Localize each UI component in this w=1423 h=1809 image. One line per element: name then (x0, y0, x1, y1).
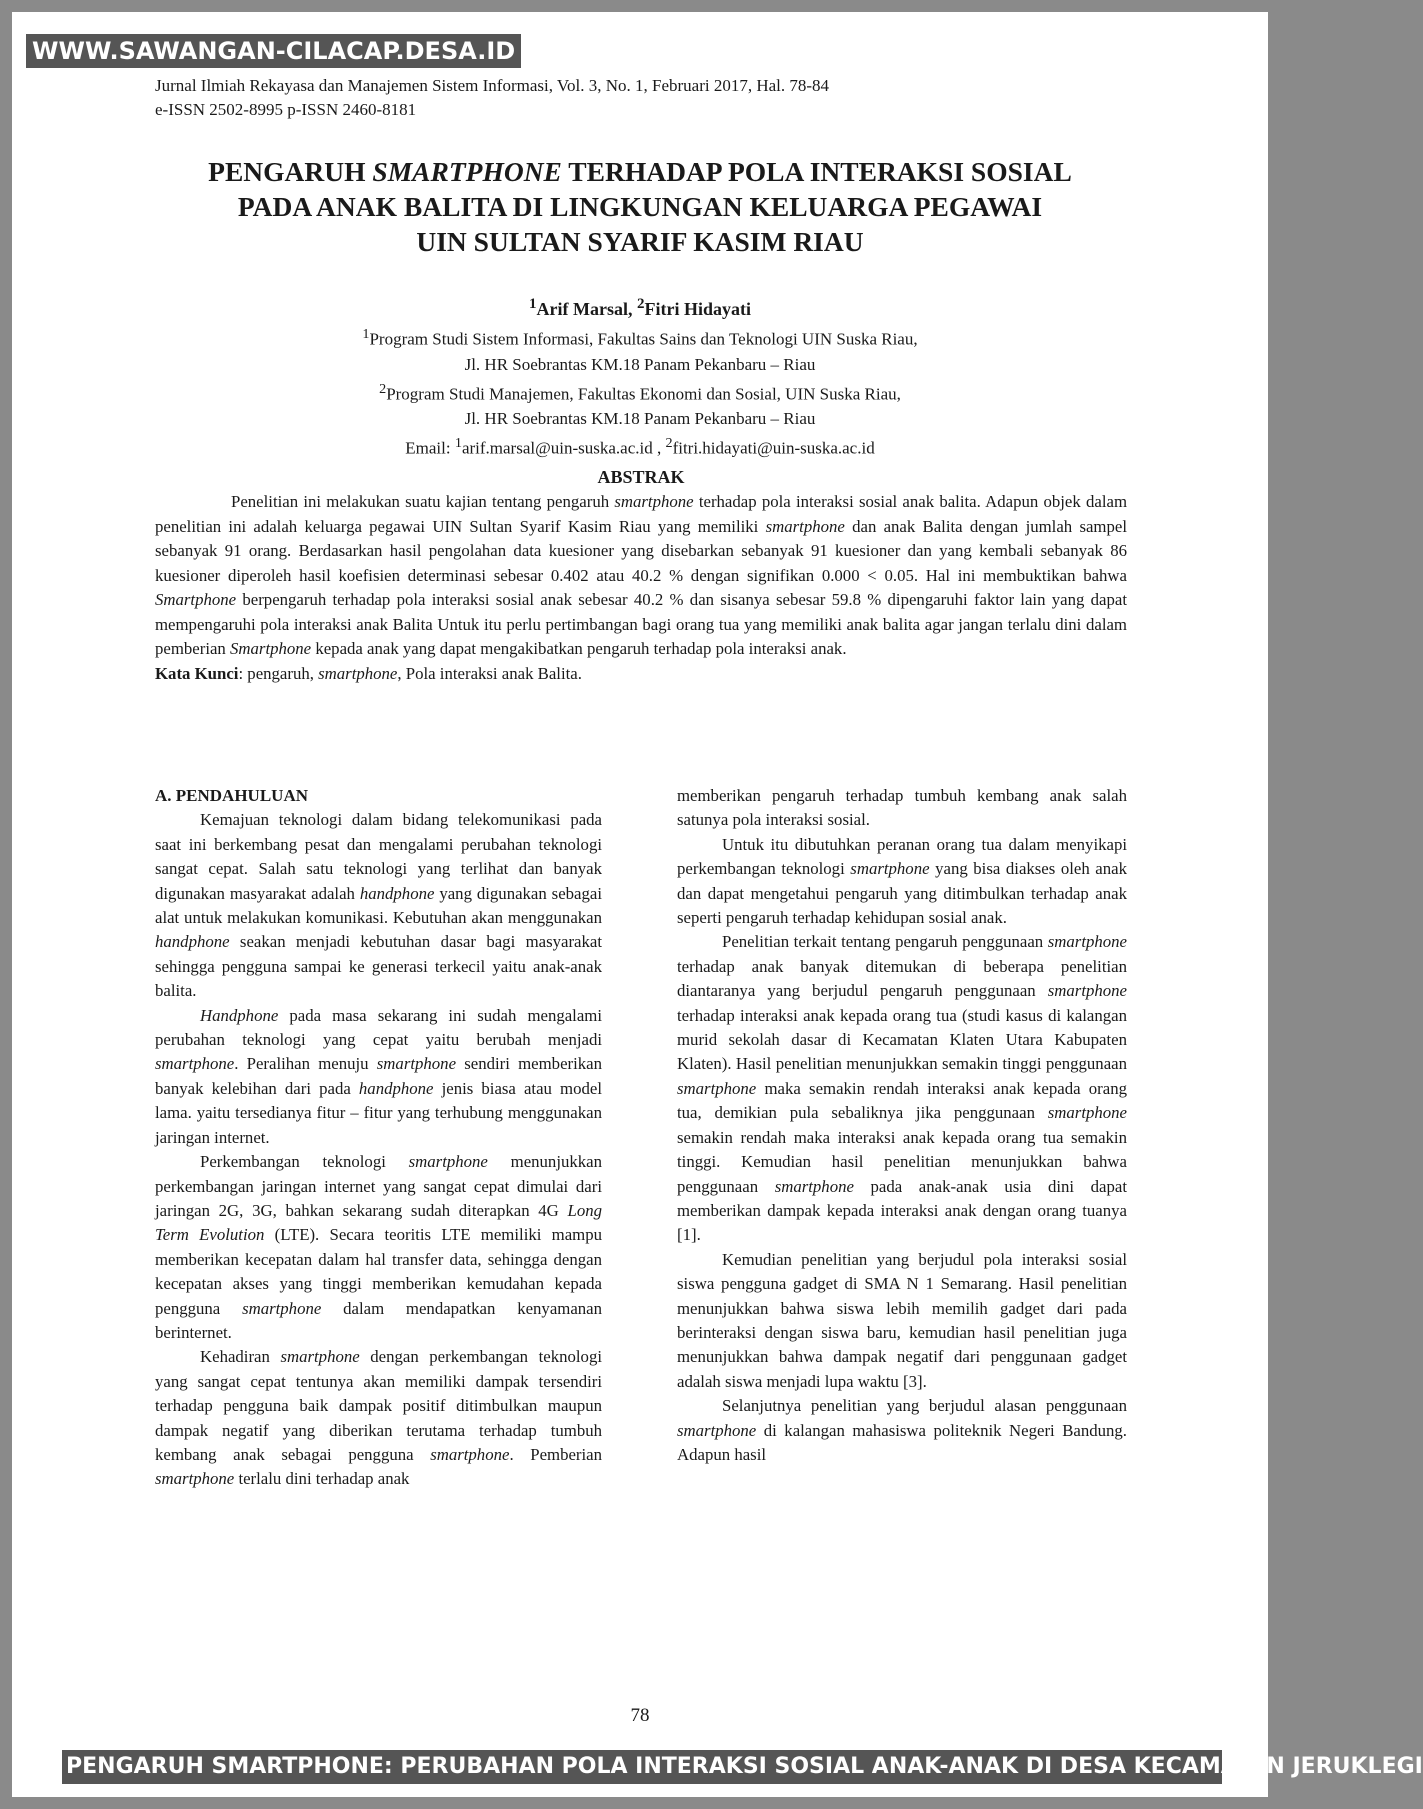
article-title-banner: PENGARUH SMARTPHONE: PERUBAHAN POLA INTERAKSI SOSIAL ANAK-ANAK DI DESA KECAMATAN JERUKLEGI (62, 1750, 1222, 1784)
address-1: Jl. HR Soebrantas KM.18 Panam Pekanbaru – Riau (464, 354, 816, 374)
site-url-banner: WWW.SAWANGAN-CILACAP.DESA.ID (26, 34, 521, 68)
paragraph: Handphone pada masa sekarang ini sudah mengalami perubahan teknologi yang cepat yaitu berubah menjadi smartphone. Peralihan menuju smartphone sendiri memberikan banyak kelebihan dari pada handphone jenis biasa atau model lama. yaitu tersedianya fitur – fitur yang terhubung menggunakan jaringan internet. (155, 1005, 602, 1147)
author-emails: Email: $^1$arif.marsal@uin-suska.ac.id , $^2$fitri.hidayati@uin-suska.ac.id (405, 435, 875, 458)
authors-block (200, 292, 1080, 461)
paragraph: Penelitian terkait tentang pengaruh penggunaan smartphone terhadap anak banyak ditemukan di beberapa penelitian diantaranya yang berjudul pengaruh penggunaan smartphone terhadap interaksi anak kepada orang tua (studi kasus di kalangan murid sekolah dasar di Kecamatan Klaten Utara Kabupaten Klaten). Hasil penelitian menunjukkan semakin tinggi penggunaan smartphone maka semakin rendah interaksi anak kepada orang tua, demikian pula sebaliknya jika penggunaan smartphone semakin rendah maka interaksi anak kepada orang tua semakin tinggi. Kemudian hasil penelitian menunjukkan bahwa penggunaan smartphone pada anak-anak usia dini dapat memberikan dampak kepada interaksi anak dengan orang tuanya [1]. (677, 932, 1128, 1245)
keywords: Kata Kunci: pengaruh, smartphone, Pola interaksi anak Balita. (155, 663, 582, 683)
author-names: $^1$Arif Marsal, $^2$Fitri Hidayati (529, 296, 751, 319)
paragraph: memberikan pengaruh terhadap tumbuh kembang anak salah satunya pola interaksi sosial. (677, 786, 1127, 830)
paragraph: Selanjutnya penelitian yang berjudul alasan penggunaan smartphone di kalangan mahasiswa politeknik Negeri Bandung. Adapun hasil (677, 1396, 1127, 1464)
left-column (155, 784, 602, 1492)
paragraph: Kemudian penelitian yang berjudul pola interaksi sosial siswa pengguna gadget di SMA N 1 Semarang. Hasil penelitian menunjukkan bahwa siswa lebih memilih gadget dari pada berinteraksi dengan siswa baru, kemudian hasil penelitian juga menunjukkan bahwa dampak negatif dari penggunaan gadget adalah siswa menjadi lupa waktu [3]. (677, 1249, 1127, 1391)
address-2: Jl. HR Soebrantas KM.18 Panam Pekanbaru – Riau (464, 409, 816, 429)
abstract-section (155, 464, 1127, 686)
affiliation-1: $^1$Program Studi Sistem Informasi, Fakultas Sains dan Teknologi UIN Suska Riau, (362, 326, 918, 349)
abstract-text: Penelitian ini melakukan suatu kajian tentang pengaruh smartphone terhadap pola interaksi sosial anak balita. Adapun objek dalam penelitian ini adalah keluarga pegawai UIN Sultan Syarif Kasim Riau yang memiliki smartphone dan anak Balita dengan jumlah sampel sebanyak 91 orang. Berdasarkan hasil pengolahan data kuesioner yang disebarkan sebanyak 91 kuesioner dan yang kembali sebanyak 86 kuesioner diperoleh hasil koefisien determinasi sebesar 0.402 atau 40.2 % dengan signifikan 0.000 < 0.05. Hal ini membuktikan bahwa Smartphone berpengaruh terhadap pola interaksi sosial anak sebesar 40.2 % dan sisanya sebesar 59.8 % dipengaruhi faktor lain yang dapat mempengaruhi pola interaksi anak Balita Untuk itu perlu pertimbangan bagi orang tua yang memiliki anak balita agar jangan terlalu dini dalam pemberian Smartphone kepada anak yang dapat mengakibatkan pengaruh terhadap pola interaksi anak. (155, 492, 1127, 658)
page-number: 78 (630, 1705, 650, 1726)
journal-citation: Jurnal Ilmiah Rekayasa dan Manajemen Sistem Informasi, Vol. 3, No. 1, Februari 2017, Hal. 78-84 (155, 76, 830, 95)
right-column (677, 784, 1127, 1467)
paragraph: Kehadiran smartphone dengan perkembangan teknologi yang sangat cepat tentunya akan memiliki dampak tersendiri terhadap pengguna baik dampak positif ditimbulkan maupun dampak negatif yang diberikan terutama terhadap tumbuh kembang anak sebagai pengguna smartphone. Pemberian smartphone terlalu dini terhadap anak (155, 1347, 603, 1489)
paragraph: Kemajuan teknologi dalam bidang telekomunikasi pada saat ini berkembang pesat dan mengalami perubahan teknologi sangat cepat. Salah satu teknologi yang terlihat dan banyak digunakan masyarakat adalah handphone yang digunakan sebagai alat untuk melakukan komunikasi. Kebutuhan akan menggunakan handphone seakan menjadi kebutuhan dasar bagi masyarakat sehingga pengguna sampai ke generasi terkecil yaitu anak-anak balita. (155, 810, 602, 1001)
journal-header (155, 74, 829, 122)
paragraph: Perkembangan teknologi smartphone menunjukkan perkembangan jaringan internet yang sangat cepat dimulai dari jaringan 2G, 3G, bahkan sekarang sudah diterapkan 4G Long Term Evolution (LTE). Secara teoritis LTE memiliki mampu memberikan kecepatan dalam hal transfer data, sehingga dengan kecepatan akses yang tinggi memberikan kemudahan kepada pengguna smartphone dalam mendapatkan kenyamanan berinternet. (155, 1152, 603, 1342)
abstract-heading: ABSTRAK (597, 467, 685, 487)
paragraph: Untuk itu dibutuhkan peranan orang tua dalam menyikapi perkembangan teknologi smartphone yang bisa diakses oleh anak dan dapat mengetahui pengaruh yang ditimbulkan terhadap anak seperti pengaruh terhadap kehidupan sosial anak. (677, 834, 1127, 928)
paper-title: PENGARUH SMARTPHONE TERHADAP POLA INTERAKSI SOSIAL PADA ANAK BALITA DI LINGKUNGAN KELUARGA PEGAWAI UIN SULTAN SYARIF KASIM RIAU (208, 156, 1072, 257)
journal-issn: e-ISSN 2502-8995 p-ISSN 2460-8181 (155, 100, 417, 119)
affiliation-2: $^2$Program Studi Manajemen, Fakultas Ekonomi dan Sosial, UIN Suska Riau, (379, 380, 901, 404)
section-heading-introduction: A. PENDAHULUAN (155, 786, 308, 805)
